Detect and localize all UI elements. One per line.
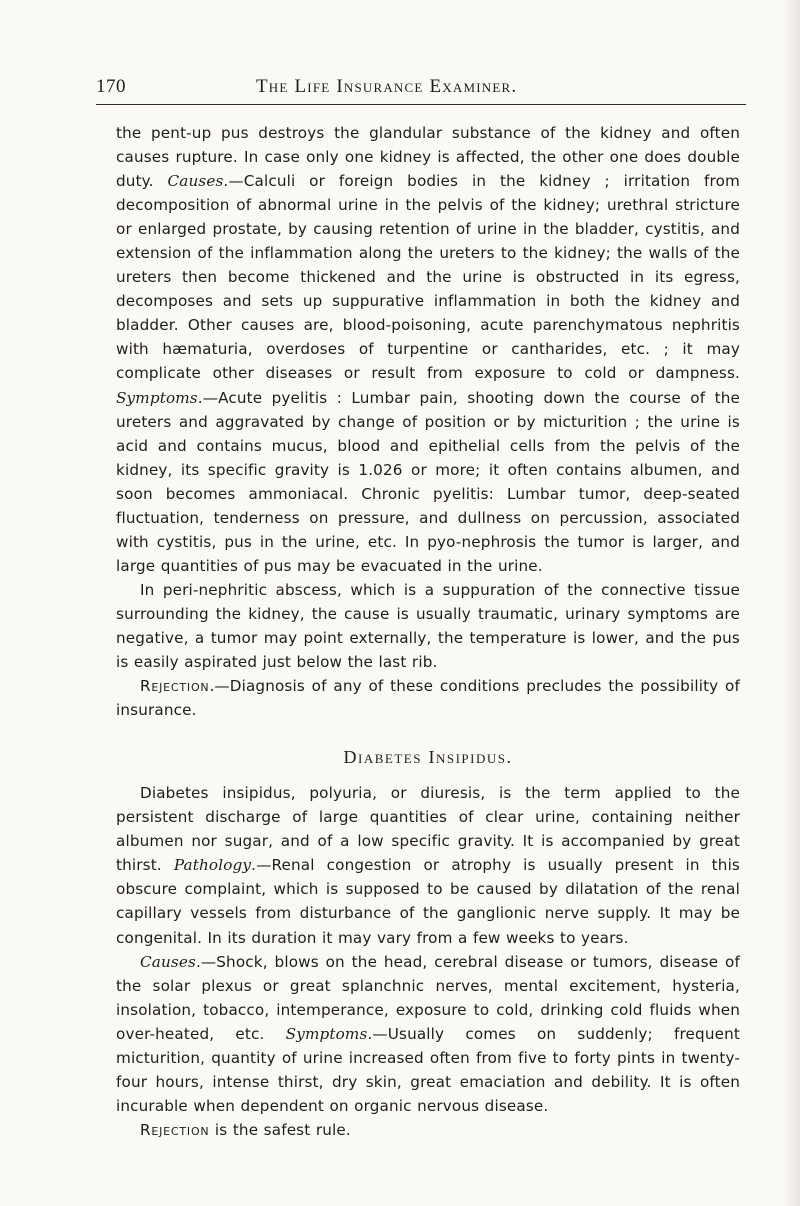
paragraph-diabetes-intro: [116, 781, 740, 949]
paragraph-pyelitis: [116, 121, 740, 578]
causes-label: Causes: [140, 952, 196, 971]
body-text: [116, 121, 740, 1142]
section-title: Diabetes Insipidus.: [343, 747, 513, 768]
symptoms-label: Symptoms: [285, 1024, 368, 1043]
text-run: .—Shock, blows on the head, cerebral disease or tumors, disease of the solar plexus or great splanchnic nerves, mental excitement, hysteria, insolation, tobacco, intemperance, exposure to cold, drinking cold fluids when over-heated, etc.: [116, 952, 740, 1043]
text-run: .—Renal congestion or atrophy is usually present in this obscure complaint, which is supposed to be caused by dilatation of the renal capillary vessels from disturbance of the ganglionic nerve supply. It may be congenital. In its duration it may vary from a few weeks to years.: [116, 856, 740, 947]
text-run: .—Calculi or foreign bodies in the kidney ; irritation from decomposition of abnormal urine in the pelvis of the kidney; urethral stricture or enlarged prostate, by causing retention of urine in the bladder, cystitis, and extension of the inflammation along the ureters to the kidney; the walls of the ureters then become thickened and the urine is obstructed in its egress, decomposes and sets up suppurative inflammation in both the kidney and bladder. Other causes are, blood-poisoning, acute parenchymatous nephritis with hæmaturia, overdoses of turpentine or cantharides, etc. ; it may complicate other diseases or result from exposure to cold or dampness.: [116, 172, 740, 383]
text-run: is the safest rule.: [209, 1120, 351, 1139]
text-run: the pent-up pus destroys the glandular substance of the kidney and often causes rupture. In case only one kidney is affected, the other one does double duty.: [116, 124, 740, 191]
paragraph-perinephritic: In peri-nephritic abscess, which is a suppuration of the connective tissue surrounding the kidney, the cause is usually traumatic, urinary symptoms are negative, a tumor may point externally, the temperature is lower, and the pus is easily aspirated just below the last rib.: [116, 580, 740, 672]
text-run: Diabetes insipidus, polyuria, or diuresis, is the term applied to the persistent discharge of large quantities of clear urine, containing neither albumen nor sugar, and of a low specific gravity. It is accompanied by great thirst.: [116, 784, 740, 875]
text-run: .—Acute pyelitis : Lumbar pain, shooting down the course of the ureters and aggravated by change of position or by micturition ; the urine is acid and contains mucus, blood and epithelial cells from the pelvis of the kidney, its specific gravity is 1.026 or more; it often contains albumen, and soon becomes ammoniacal. Chronic pyelitis: Lumbar tumor, deep-seated fluctuation, tenderness on pressure, and dullness on percussion, associated with cystitis, pus in the urine, etc. In pyo-nephrosis the tumor is larger, and large quantities of pus may be evacuated in the urine.: [116, 388, 740, 575]
paragraph-rejection-1: [116, 674, 740, 722]
rejection-label: Rejection: [140, 677, 210, 696]
rejection-label: Rejection: [140, 1120, 210, 1139]
pathology-label: Pathology: [173, 856, 252, 875]
text-run: .—Usually comes on suddenly; frequent micturition, quantity of urine increased often from five to forty pints in twenty-four hours, intense thirst, dry skin, great emaciation and debility. It is often incurable when dependent on organic nervous disease.: [116, 1024, 740, 1115]
paragraph-rejection-2: [116, 1118, 740, 1142]
symptoms-label: Symptoms: [116, 388, 198, 407]
page-edge-shadow: [782, 0, 800, 1206]
page-number: 170: [96, 76, 126, 97]
running-head: The Life Insurance Examiner.: [256, 76, 518, 97]
causes-label: Causes: [167, 172, 224, 191]
header-rule: [96, 104, 746, 105]
text-run: .—Diagnosis of any of these conditions precludes the possibility of insurance.: [116, 677, 740, 720]
paragraph-diabetes-causes: [116, 950, 740, 1118]
